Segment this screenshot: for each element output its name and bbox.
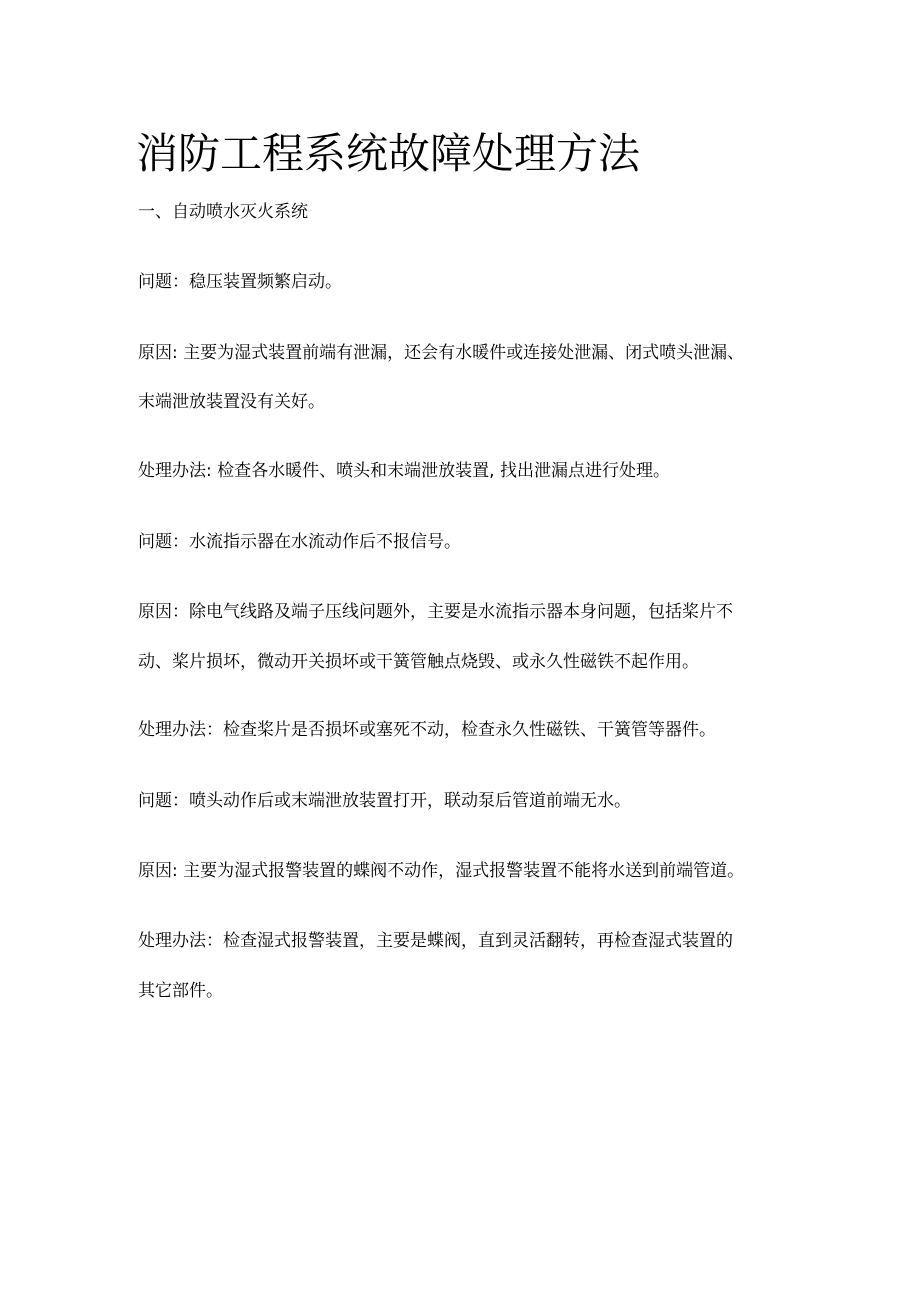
cause-2-text-line-1: 原因：除电气线路及端子压线问题外，主要是水流指示器本身问题，包括桨片不 xyxy=(138,602,733,622)
cause-1-text-line-2: 末端泄放装置没有关好。 xyxy=(138,392,325,412)
problem-1-text: 问题：稳压装置频繁启动。 xyxy=(138,272,342,292)
solution-3-text-line-1: 处理办法：检查湿式报警装置，主要是蝶阀，直到灵活翻转，再检查湿式装置的 xyxy=(138,931,733,951)
solution-3-text-line-2: 其它部件。 xyxy=(138,981,223,1001)
document-title: 消防工程系统故障处理方法 xyxy=(136,129,641,178)
cause-2-text-line-2: 动、桨片损坏，微动开关损坏或干簧管触点烧毁、或永久性磁铁不起作用。 xyxy=(138,652,699,672)
cause-3-text: 原因: 主要为湿式报警装置的蝶阀不动作，湿式报警装置不能将水送到前端管道。 xyxy=(138,861,745,881)
solution-2-text: 处理办法：检查桨片是否损坏或塞死不动，检查永久性磁铁、干簧管等器件。 xyxy=(138,720,716,740)
cause-1-text-line-1: 原因: 主要为湿式装置前端有泄漏，还会有水暖件或连接处泄漏、闭式喷头泄漏、 xyxy=(138,343,745,363)
section-heading-sprinkler-system: 一、自动喷水灭火系统 xyxy=(138,202,308,222)
problem-3-text: 问题：喷头动作后或末端泄放装置打开，联动泵后管道前端无水。 xyxy=(138,791,631,811)
problem-2-text: 问题：水流指示器在水流动作后不报信号。 xyxy=(138,532,461,552)
solution-1-text: 处理办法: 检查各水暖件、喷头和末端泄放装置, 找出泄漏点进行处理。 xyxy=(138,461,670,481)
